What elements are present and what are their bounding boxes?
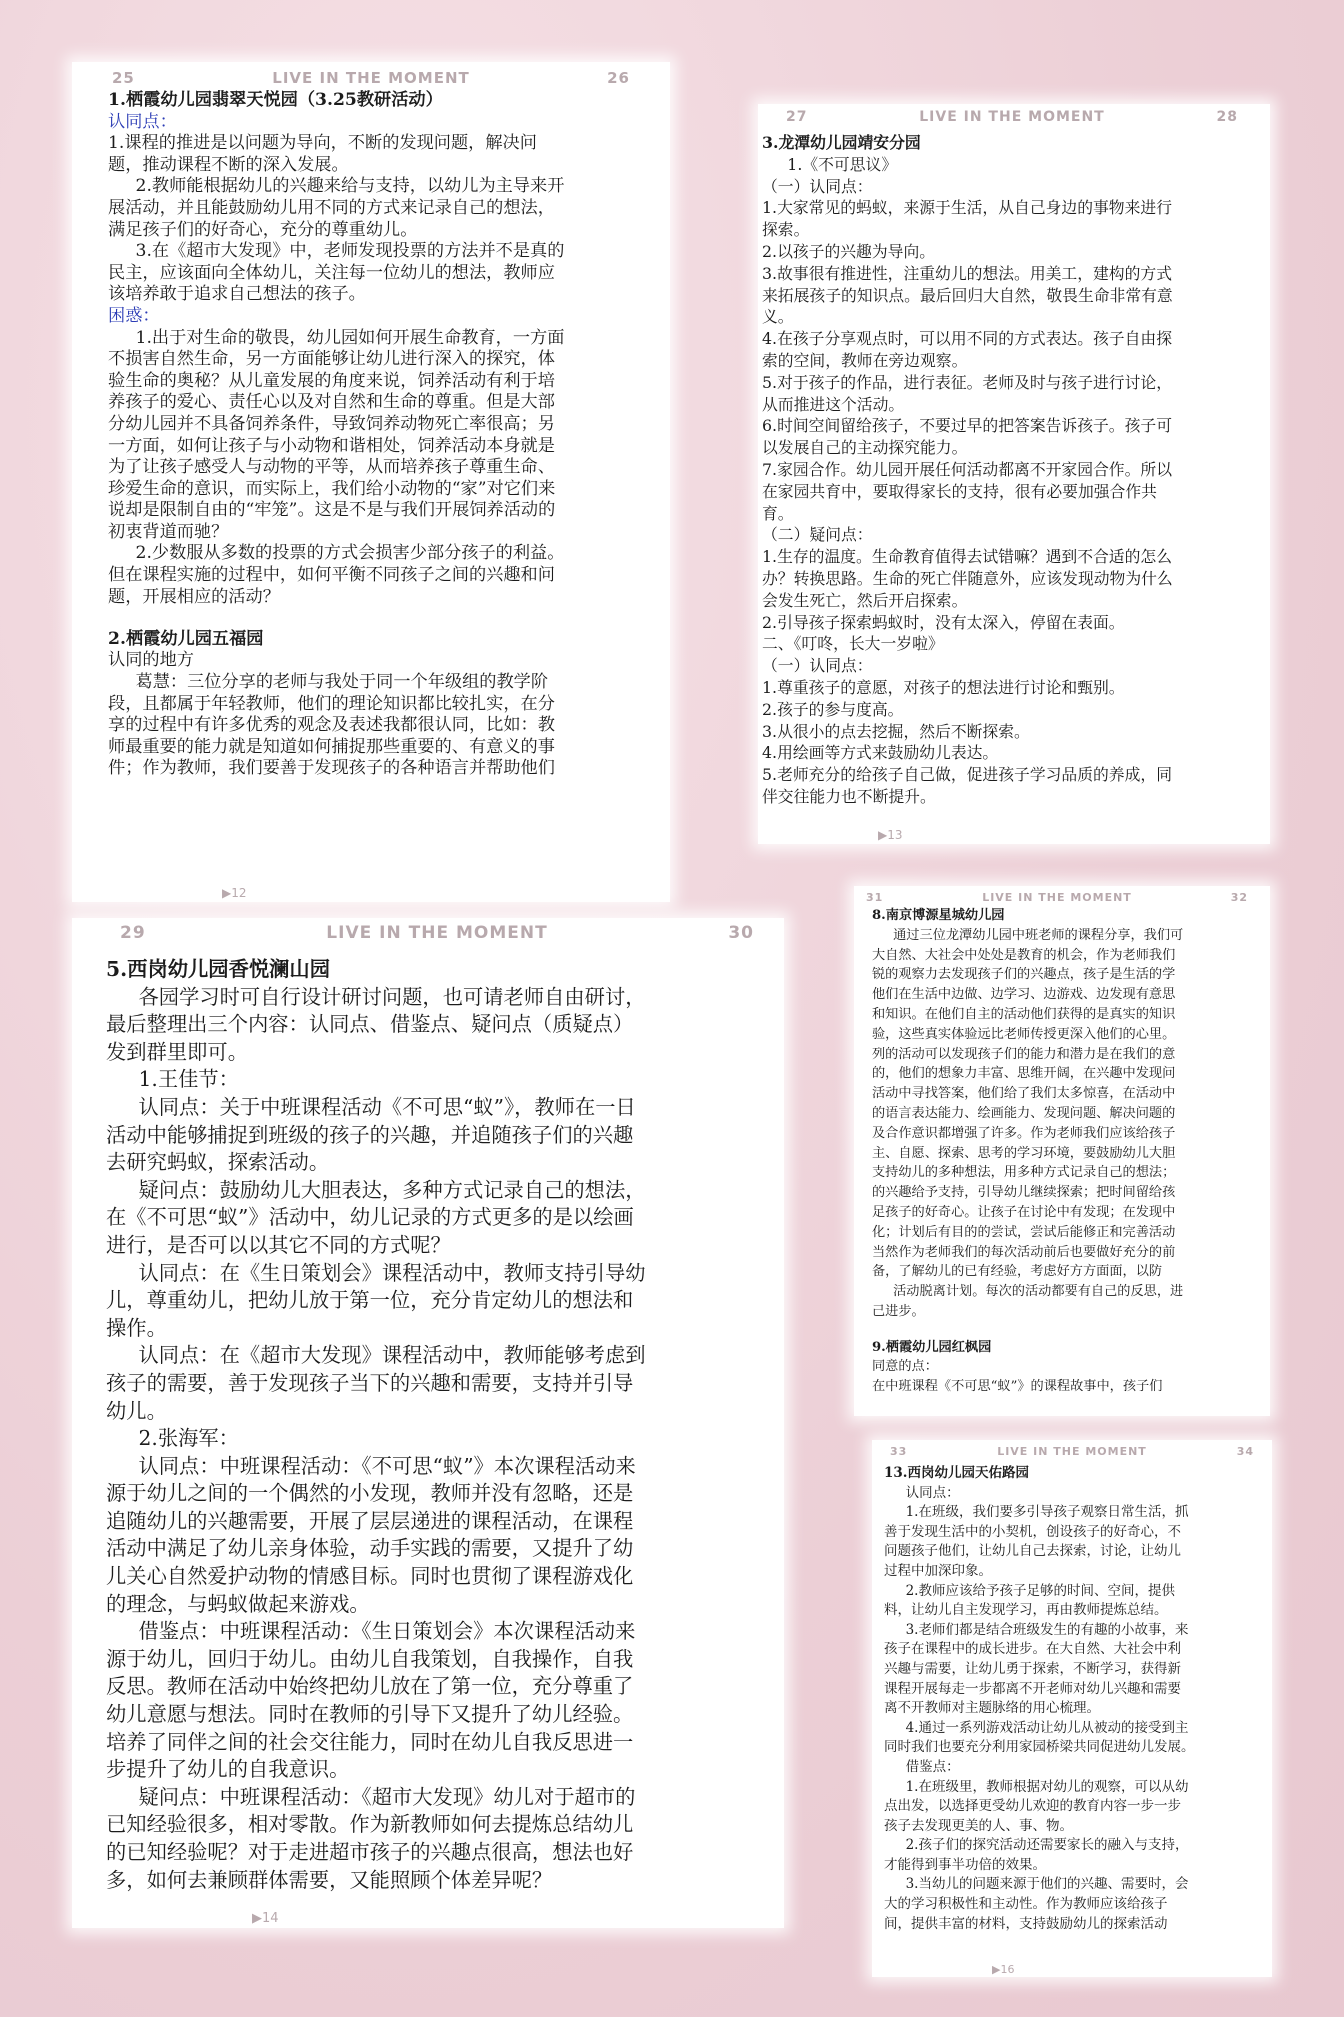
text-line: 兴趣与需要，让幼儿勇于探索，不断学习，获得新 bbox=[884, 1660, 1181, 1677]
text-line: 疑问点：中班课程活动：《超市大发现》幼儿对于超市的 bbox=[138, 1784, 636, 1809]
header-title: LIVE IN THE MOMENT bbox=[272, 69, 470, 87]
section-heading: 1.栖霞幼儿园翡翠天悦园（3.25教研活动） bbox=[108, 90, 443, 110]
text-line: 的理念，与蚂蚁做起来游戏。 bbox=[106, 1591, 370, 1616]
text-line: 分幼儿园并不具备饲养条件，导致饲养动物死亡率很高；另 bbox=[108, 413, 555, 434]
text-line: 儿，尊重幼儿，把幼儿放于第一位，充分肯定幼儿的想法和 bbox=[106, 1288, 634, 1313]
text-line: 足孩子的好奇心。让孩子在讨论中有发现；在发现中 bbox=[872, 1204, 1176, 1220]
text-line: 6.时间空间留给孩子，不要过早的把答案告诉孩子。孩子可 bbox=[762, 416, 1172, 436]
text-line: 才能得到事半功倍的效果。 bbox=[884, 1856, 1046, 1873]
text-line: 幼儿。 bbox=[106, 1398, 167, 1423]
text-line: 1.生存的温度。生命教育值得去试错嘛？遇到不合适的怎么 bbox=[762, 547, 1172, 567]
text-line: 操作。 bbox=[106, 1315, 167, 1340]
text-line: 和知识。在他们自主的活动他们获得的是真实的知识 bbox=[872, 1006, 1176, 1022]
text-line: 发到群里即可。 bbox=[106, 1039, 248, 1064]
text-line: 的语言表达能力、绘画能力、发现问题、解决问题的 bbox=[872, 1105, 1176, 1121]
text-line: 大的学习积极性和主动性。作为教师应该给孩子 bbox=[884, 1896, 1168, 1913]
text-line: 师最重要的能力就是知道如何捕捉那些重要的、有意义的事 bbox=[108, 736, 555, 757]
text-line: 题，开展相应的活动？ bbox=[108, 586, 280, 607]
text-line: 活动脱离计划。每次的活动都要有自己的反思，进 bbox=[893, 1284, 1184, 1300]
text-line: 借鉴点：中班课程活动：《生日策划会》本次课程活动来 bbox=[138, 1619, 636, 1644]
text-line: 4.通过一系列游戏活动让幼儿从被动的接受到主 bbox=[905, 1719, 1189, 1736]
page-footer bbox=[758, 828, 1270, 844]
text-line: 的，他们的想象力丰富、思维开阔，在兴趣中发现问 bbox=[872, 1066, 1176, 1082]
text-line: 大自然、大社会中处处是教育的机会，作为老师我们 bbox=[872, 947, 1176, 963]
text-line: 离不开教师对主题脉络的用心梳理。 bbox=[884, 1700, 1100, 1717]
page-number-right: 28 bbox=[1216, 109, 1238, 125]
text-line: 3.老师们都是结合班级发生的有趣的小故事，来 bbox=[905, 1621, 1189, 1638]
text-line: 多，如何去兼顾群体需要，又能照顾个体差异呢？ bbox=[106, 1867, 553, 1892]
page-number-left: 29 bbox=[120, 923, 146, 943]
text-line: 育。 bbox=[762, 503, 794, 523]
text-line: 以发展自己的主动探究能力。 bbox=[762, 438, 968, 458]
text-line: 1.《不可思议》 bbox=[787, 154, 898, 174]
text-line: 2.引导孩子探索蚂蚁时，没有太深入，停留在表面。 bbox=[762, 612, 1125, 632]
page-number-left: 27 bbox=[786, 109, 808, 125]
page-number-right: 34 bbox=[1236, 1444, 1254, 1458]
page-number-right: 30 bbox=[728, 923, 754, 943]
text-line: 2.教师应该给予孩子足够的时间、空间，提供 bbox=[905, 1582, 1175, 1599]
document-page-4 bbox=[854, 886, 1270, 1416]
text-line: 源于幼儿，回归于幼儿。由幼儿自我策划，自我操作，自我 bbox=[106, 1646, 634, 1671]
text-line bbox=[872, 1322, 1270, 1338]
page-header bbox=[758, 104, 1270, 126]
page-number-right: 32 bbox=[1230, 890, 1248, 904]
text-line: 孩子在课程中的成长进步。在大自然、大社会中利 bbox=[884, 1641, 1181, 1658]
text-line: 各园学习时可自行设计研讨问题，也可请老师自由研讨， bbox=[138, 984, 646, 1009]
text-line: 的兴趣给予支持，引导幼儿继续探索；把时间留给孩 bbox=[872, 1185, 1176, 1201]
text-line: 3.当幼儿的问题来源于他们的兴趣、需要时，会 bbox=[905, 1876, 1189, 1893]
section-heading: 8.南京博源星城幼儿园 bbox=[872, 908, 1005, 923]
text-line: 伴交往能力也不断提升。 bbox=[762, 786, 936, 806]
text-line: 2.以孩子的兴趣为导向。 bbox=[762, 241, 936, 261]
text-line: 通过三位龙潭幼儿园中班老师的课程分享，我们可 bbox=[893, 927, 1184, 943]
text-line: 在《不可思“蚁”》活动中，幼儿记录的方式更多的是以绘画 bbox=[106, 1205, 634, 1230]
text-line: 1.出于对生命的敬畏，幼儿园如何开展生命教育，一方面 bbox=[135, 327, 565, 348]
text-line: 办？转换思路。生命的死亡伴随意外，应该发现动物为什么 bbox=[762, 568, 1173, 588]
text-line: 活动中能够捕捉到班级的孩子的兴趣，并追随孩子们的兴趣 bbox=[106, 1122, 634, 1147]
page-body bbox=[872, 1458, 1272, 1934]
page-footer-number: ▶14 bbox=[252, 1911, 279, 1926]
text-line: 借鉴点： bbox=[905, 1758, 960, 1775]
text-line: 来拓展孩子的知识点。最后回归大自然，敬畏生命非常有意 bbox=[762, 285, 1173, 305]
text-line: 认同的地方 bbox=[108, 650, 194, 671]
text-line: 间，提供丰富的材料，支持鼓励幼儿的探索活动 bbox=[884, 1915, 1168, 1932]
header-title: LIVE IN THE MOMENT bbox=[997, 1444, 1147, 1458]
text-line: 问题孩子他们，让幼儿自己去探索，讨论，让幼儿 bbox=[884, 1543, 1181, 1560]
text-line: 一方面，如何让孩子与小动物和谐相处，饲养活动本身就是 bbox=[108, 435, 555, 456]
text-line: 认同点：关于中班课程活动《不可思“蚁”》，教师在一日 bbox=[138, 1094, 636, 1119]
text-line: 件；作为教师，我们要善于发现孩子的各种语言并帮助他们 bbox=[108, 758, 555, 779]
text-line: 化；计划后有目的的尝试，尝试后能修正和完善活动 bbox=[872, 1224, 1176, 1240]
text-line: 1.大家常见的蚂蚁，来源于生活，从自己身边的事物来进行 bbox=[762, 198, 1172, 218]
text-line: 段，且都属于年轻教师，他们的理论知识都比较扎实，在分 bbox=[108, 693, 555, 714]
text-line: 但在课程实施的过程中，如何平衡不同孩子之间的兴趣和问 bbox=[108, 565, 555, 586]
text-line: 认同点：在《超市大发现》课程活动中，教师能够考虑到 bbox=[138, 1343, 646, 1368]
text-line: 疑问点：鼓励幼儿大胆表达，多种方式记录自己的想法， bbox=[138, 1177, 646, 1202]
text-line: 享的过程中有许多优秀的观念及表述我都很认同，比如：教 bbox=[108, 715, 555, 736]
document-page-1 bbox=[72, 62, 670, 902]
page-header bbox=[854, 886, 1270, 904]
text-line: 满足孩子们的好奇心，充分的尊重幼儿。 bbox=[108, 219, 418, 240]
text-line: 5.老师充分的给孩子自己做，促进孩子学习品质的养成，同 bbox=[762, 765, 1172, 785]
page-number-left: 25 bbox=[112, 69, 135, 87]
text-line: 锐的观察力去发现孩子们的兴趣点，孩子是生活的学 bbox=[872, 967, 1176, 983]
text-line: 困惑： bbox=[108, 305, 160, 326]
text-line: 义。 bbox=[762, 307, 794, 327]
text-line: 认同点： bbox=[905, 1484, 960, 1501]
page-footer-number: ▶16 bbox=[992, 1963, 1015, 1976]
text-line: 认同点：中班课程活动：《不可思“蚁”》本次课程活动来 bbox=[138, 1453, 636, 1478]
text-line: 及合作意识都增强了许多。作为老师我们应该给孩子 bbox=[872, 1125, 1176, 1141]
text-line: 4.在孩子分享观点时，可以用不同的方式表达。孩子自由探 bbox=[762, 329, 1172, 349]
page-header bbox=[872, 1440, 1272, 1458]
page-footer bbox=[72, 886, 670, 902]
text-line: 二、《叮咚，长大一岁啦》 bbox=[762, 634, 944, 654]
text-line: 2.孩子们的探究活动还需要家长的融入与支持， bbox=[905, 1837, 1189, 1854]
text-line: 1.课程的推进是以问题为导向，不断的发现问题，解决问 bbox=[108, 133, 537, 154]
text-line bbox=[108, 608, 654, 629]
header-title: LIVE IN THE MOMENT bbox=[326, 923, 548, 943]
text-line: 探索。 bbox=[762, 220, 810, 240]
text-line: 孩子去发现更美的人、事、物。 bbox=[884, 1817, 1073, 1834]
section-heading: 5.西岗幼儿园香悦澜山园 bbox=[106, 957, 330, 981]
text-line: 反思。教师在活动中始终把幼儿放在了第一位，充分尊重了 bbox=[106, 1674, 634, 1699]
text-line: 备，了解幼儿的已有经验，考虑好方方面面，以防 bbox=[872, 1264, 1163, 1280]
text-line: （二）疑问点： bbox=[762, 525, 873, 545]
text-line: 进行，是否可以以其它不同的方式呢？ bbox=[106, 1232, 451, 1257]
text-line: 3.故事很有推进性，注重幼儿的想法。用美工，建构的方式 bbox=[762, 263, 1172, 283]
text-line: 1.尊重孩子的意愿，对孩子的想法进行讨论和甄别。 bbox=[762, 677, 1125, 697]
text-line: 养孩子的爱心、责任心以及对自然和生命的尊重。但是大部 bbox=[108, 392, 555, 413]
page-body bbox=[72, 88, 670, 780]
text-line: 2.张海军： bbox=[138, 1426, 239, 1451]
text-line: 过程中加深印象。 bbox=[884, 1562, 992, 1579]
text-line: 活动中寻找答案，他们给了我们太多惊喜，在活动中 bbox=[872, 1086, 1176, 1102]
text-line: （一）认同点： bbox=[762, 176, 873, 196]
page-body bbox=[72, 944, 784, 1894]
text-line: 善于发现生活中的小契机，创设孩子的好奇心，不 bbox=[884, 1523, 1181, 1540]
text-line: 认同点： bbox=[108, 111, 177, 132]
text-line: 在中班课程《不可思“蚁”》的课程故事中，孩子们 bbox=[872, 1379, 1163, 1395]
text-line: 去研究蚂蚁，探索活动。 bbox=[106, 1150, 330, 1175]
page-body bbox=[854, 904, 1270, 1397]
text-line: 题，推动课程不断的深入发展。 bbox=[108, 154, 349, 175]
header-title: LIVE IN THE MOMENT bbox=[919, 109, 1105, 125]
text-line: 孩子的需要，善于发现孩子当下的兴趣和需要，支持并引导 bbox=[106, 1370, 634, 1395]
text-line: 珍爱生命的意识，而实际上，我们给小动物的“家”对它们来 bbox=[108, 478, 556, 499]
text-line: 该培养敢于追求自己想法的孩子。 bbox=[108, 284, 366, 305]
text-line: 他们在生活中边做、边学习、边游戏、边发现有意思 bbox=[872, 987, 1176, 1003]
document-page-2 bbox=[758, 104, 1270, 844]
section-heading: 9.栖霞幼儿园红枫园 bbox=[872, 1339, 992, 1355]
text-line: 支持幼儿的多种想法，用多种方式记录自己的想法； bbox=[872, 1165, 1176, 1181]
section-heading: 13.西岗幼儿园天佑路园 bbox=[884, 1465, 1029, 1481]
text-line: 当然作为老师我们的每次活动前后也要做好充分的前 bbox=[872, 1244, 1176, 1260]
text-line: 2.孩子的参与度高。 bbox=[762, 699, 904, 719]
text-line: 会发生死亡，然后开启探索。 bbox=[762, 590, 968, 610]
text-line: （一）认同点： bbox=[762, 656, 873, 676]
text-line: 说却是限制自由的“牢笼”。这是不是与我们开展饲养活动的 bbox=[108, 500, 556, 521]
page-footer-number: ▶13 bbox=[878, 828, 903, 842]
page-header bbox=[72, 918, 784, 944]
text-line: 7.家园合作。幼儿园开展任何活动都离不开家园合作。所以 bbox=[762, 459, 1172, 479]
text-line: 1.在班级里，教师根据对幼儿的观察，可以从幼 bbox=[905, 1778, 1189, 1795]
page-footer bbox=[72, 1911, 784, 1928]
page-header bbox=[72, 62, 670, 88]
text-line: 料，让幼儿自主发现学习，再由教师提炼总结。 bbox=[884, 1602, 1168, 1619]
text-line: 5.对于孩子的作品，进行表征。老师及时与孩子进行讨论， bbox=[762, 372, 1172, 392]
text-line: 认同点：在《生日策划会》课程活动中，教师支持引导幼 bbox=[138, 1260, 646, 1285]
page-number-left: 31 bbox=[866, 890, 884, 904]
text-line: 从而推进这个活动。 bbox=[762, 394, 905, 414]
text-line: 课程开展每走一步都离不开老师对幼儿兴趣和需要 bbox=[884, 1680, 1181, 1697]
text-line: 儿关心自然爱护动物的情感目标。同时也贯彻了课程游戏化 bbox=[106, 1564, 634, 1589]
text-line: 展活动，并且能鼓励幼儿用不同的方式来记录自己的想法， bbox=[108, 197, 555, 218]
text-line: 己进步。 bbox=[872, 1303, 925, 1319]
page-footer-number: ▶12 bbox=[222, 886, 247, 900]
text-line: 点出发，以选择更受幼儿欢迎的教育内容一步一步 bbox=[884, 1798, 1181, 1815]
text-line: 1.王佳节： bbox=[138, 1067, 239, 1092]
text-line: 最后整理出三个内容：认同点、借鉴点、疑问点（质疑点） bbox=[106, 1012, 634, 1037]
text-line: 索的空间，教师在旁边观察。 bbox=[762, 350, 968, 370]
text-line: 已知经验很多，相对零散。作为新教师如何去提炼总结幼儿 bbox=[106, 1812, 634, 1837]
text-line: 同意的点： bbox=[872, 1359, 938, 1375]
text-line: 验，这些真实体验远比老师传授更深入他们的心里。 bbox=[872, 1026, 1176, 1042]
text-line: 步提升了幼儿的自我意识。 bbox=[106, 1757, 350, 1782]
text-line: 为了让孩子感受人与动物的平等，从而培养孩子尊重生命、 bbox=[108, 457, 555, 478]
section-heading: 2.栖霞幼儿园五福园 bbox=[108, 628, 264, 649]
text-line: 培养了同伴之间的社会交往能力，同时在幼儿自我反思进一 bbox=[106, 1729, 634, 1754]
text-line: 初衷背道而驰？ bbox=[108, 521, 229, 542]
text-line: 2.少数服从多数的投票的方式会损害少部分孩子的利益。 bbox=[135, 543, 565, 564]
text-line: 1.在班级，我们要多引导孩子观察日常生活，抓 bbox=[905, 1504, 1189, 1521]
text-line: 同时我们也要充分利用家园桥梁共同促进幼儿发展。 bbox=[884, 1739, 1195, 1756]
text-line: 的已知经验呢？对于走进超市孩子的兴趣点很高，想法也好 bbox=[106, 1840, 634, 1864]
text-line: 验生命的奥秘？从儿童发展的角度来说，饲养活动有利于培 bbox=[108, 370, 555, 391]
text-line: 源于幼儿之间的一个偶然的小发现，教师并没有忽略，还是 bbox=[106, 1481, 634, 1506]
text-line: 2.教师能根据幼儿的兴趣来给与支持，以幼儿为主导来开 bbox=[135, 176, 565, 197]
page-number-right: 26 bbox=[607, 69, 630, 87]
page-number-left: 33 bbox=[890, 1444, 908, 1458]
header-title: LIVE IN THE MOMENT bbox=[982, 890, 1132, 904]
text-line: 在家园共育中，要取得家长的支持，很有必要加强合作共 bbox=[762, 481, 1157, 501]
text-line: 不损害自然生命，另一方面能够让幼儿进行深入的探究，体 bbox=[108, 349, 555, 370]
section-heading: 3.龙潭幼儿园靖安分园 bbox=[762, 133, 921, 152]
text-line: 活动中满足了幼儿亲身体验，动手实践的需要，又提升了幼 bbox=[106, 1536, 634, 1561]
document-page-5 bbox=[872, 1440, 1272, 1977]
page-footer bbox=[872, 1963, 1272, 1977]
text-line: 列的活动可以发现孩子们的能力和潜力是在我们的意 bbox=[872, 1046, 1176, 1062]
text-line: 3.在《超市大发现》中，老师发现投票的方法并不是真的 bbox=[135, 241, 565, 262]
document-page-3 bbox=[72, 918, 784, 1928]
text-line: 主、自愿、探索、思考的学习环境，要鼓励幼儿大胆 bbox=[872, 1145, 1176, 1161]
text-line: 4.用绘画等方式来鼓励幼儿表达。 bbox=[762, 743, 999, 763]
text-line: 民主，应该面向全体幼儿，关注每一位幼儿的想法，教师应 bbox=[108, 262, 555, 283]
page-body bbox=[758, 126, 1270, 808]
text-line: 追随幼儿的兴趣需要，开展了层层递进的课程活动，在课程 bbox=[106, 1508, 634, 1533]
text-line: 幼儿意愿与想法。同时在教师的引导下又提升了幼儿经验。 bbox=[106, 1702, 634, 1727]
text-line: 葛慧：三位分享的老师与我处于同一个年级组的教学阶 bbox=[135, 672, 549, 693]
text-line: 3.从很小的点去挖掘，然后不断探索。 bbox=[762, 721, 1030, 741]
